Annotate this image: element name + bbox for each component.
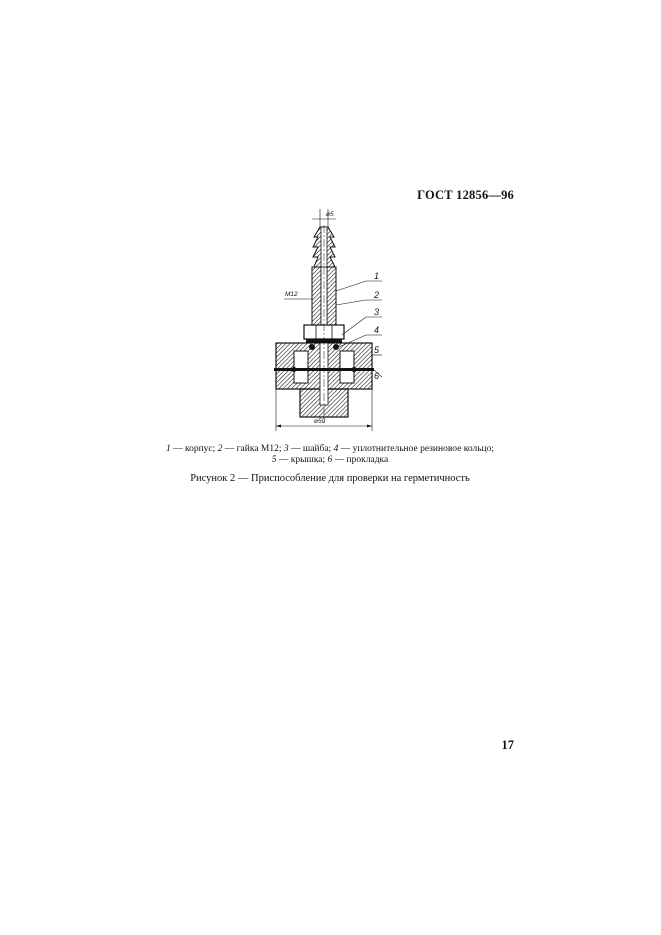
device-drawing-svg: [250, 205, 390, 435]
legend-text-2: — гайка М12;: [222, 444, 284, 454]
callout-3: 3: [374, 307, 380, 317]
legend-text-6: — прокладка: [332, 455, 389, 465]
legend-text-3: — шайба;: [288, 444, 334, 454]
callout-4: 4: [374, 325, 380, 335]
figure-title: Рисунок 2 — Приспособление для проверки на герметичность: [190, 473, 470, 484]
legend-line-1: [140, 444, 520, 455]
legend-num-6: 6: [327, 455, 333, 465]
callout-5: 5: [374, 345, 380, 355]
top-dimension: [312, 209, 336, 227]
callout-6: 6: [374, 371, 380, 381]
legend-line-2: [140, 455, 520, 466]
legend-num-5: 5: [271, 455, 277, 465]
legend-text-5: — крышка;: [276, 455, 328, 465]
callout-2: 2: [374, 290, 380, 300]
thread-label: М12: [285, 291, 298, 298]
legend-num-4: 4: [333, 444, 339, 454]
page-number: 17: [501, 738, 514, 752]
document-header: ГОСТ 12856—96: [417, 188, 514, 202]
thread-dimension: [284, 291, 312, 299]
figure-legend: [140, 444, 520, 466]
legend-text-4: — уплотнительное резиновое кольцо;: [338, 444, 495, 454]
top-diameter-label: ø5: [326, 211, 334, 218]
callout-1: 1: [374, 271, 380, 281]
legend-num-1: 1: [165, 444, 171, 454]
technical-drawing: [250, 205, 390, 435]
base-diameter-label: ø50: [314, 418, 326, 425]
legend-num-2: 2: [217, 444, 223, 454]
legend-text-1: — корпус;: [170, 444, 218, 454]
legend-num-3: 3: [283, 444, 289, 454]
